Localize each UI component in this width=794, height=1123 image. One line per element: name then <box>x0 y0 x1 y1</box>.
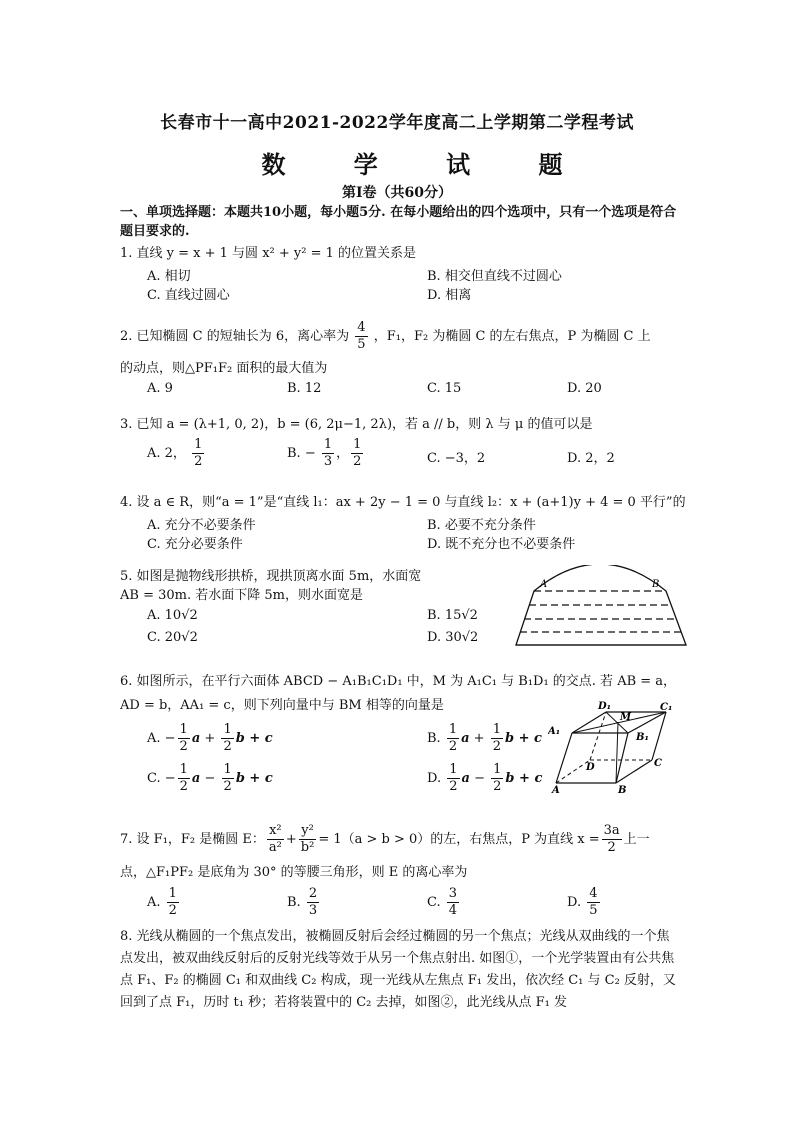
q7-y2: y² <box>299 823 317 840</box>
q3-b-den1: 3 <box>323 454 333 469</box>
q7-a-fraction <box>167 886 179 919</box>
q6-c-frac2 <box>222 762 234 795</box>
label-m: M <box>620 712 632 723</box>
q2-option-b: B. 12 <box>287 381 322 396</box>
label-c1: C₁ <box>660 702 673 713</box>
q7-b-label: B. <box>287 895 301 910</box>
q7-y-fraction <box>299 823 317 856</box>
q7-b-fraction <box>307 886 319 919</box>
q2-stem-part2: ，F₁，F₂ 为椭圆 C 的左右焦点，P 为椭圆 C 上 <box>373 329 651 344</box>
q6-d-frac1-den: 2 <box>449 779 458 794</box>
q3-b-num2: 1 <box>353 437 362 452</box>
q6-d-tail: b + c <box>505 771 543 786</box>
q3-b-fraction1 <box>322 437 334 470</box>
q7-stem-part2: = 1（a > b > 0）的左，右焦点，P 为直线 x = <box>318 832 600 847</box>
edge-aa1 <box>556 733 572 783</box>
q2-option-d: D. 20 <box>567 381 602 396</box>
q3-b-fraction2 <box>351 437 363 470</box>
q6-b-sign: B. <box>427 731 441 746</box>
q3-b-label: B. − <box>287 446 316 461</box>
q3-a-num: 1 <box>194 437 203 452</box>
q5-option-d: D. 30√2 <box>427 630 479 645</box>
q7-option-b <box>287 886 321 919</box>
q7-stem-part1: 7. 设 F₁，F₂ 是椭圆 E： <box>120 832 265 847</box>
q7-a-den: 2 <box>168 903 177 918</box>
q7-c-den: 4 <box>448 903 458 918</box>
edge-bc <box>616 760 652 783</box>
edge-dd1 <box>590 712 606 760</box>
label-b: B <box>618 785 627 795</box>
q7-x2: x² <box>267 823 284 840</box>
q2-stem-line1 <box>120 320 700 353</box>
q7-stem-line2: 点，△F₁PF₂ 是底角为 30° 的等腰三角形，则 E 的离心率为 <box>120 865 468 880</box>
q6-a-frac1 <box>178 722 190 755</box>
q6-a-frac1-num: 1 <box>179 722 188 737</box>
q6-d-frac1-num: 1 <box>449 762 458 777</box>
q1-option-a: A. 相切 <box>147 269 191 284</box>
q6-a-tail: b + c <box>235 731 273 746</box>
q2-frac-den: 5 <box>357 337 366 352</box>
q3-option-c: C. −3，2 <box>427 451 486 466</box>
q6-option-b: B. $\frac{1}{2}$ a + $\frac{1}{2}$ b + c <box>427 722 542 754</box>
q6-a-frac2-num: 1 <box>223 722 232 737</box>
volume-heading: 第I卷（共60分） <box>341 185 453 201</box>
q2-eccentricity-fraction <box>355 320 367 353</box>
parallelepiped-figure <box>548 700 683 795</box>
q7-d-num: 4 <box>589 886 598 901</box>
q6-d-frac2-num: 1 <box>493 762 502 777</box>
exam-title: 长春市十一高中2021-2022学年度高二上学期第二学程考试 <box>160 113 634 133</box>
q5-option-a: A. 10√2 <box>147 608 198 623</box>
q6-c-frac2-den: 2 <box>223 779 232 794</box>
q3-option-b: B. − $\frac{1}{3}$ ， $\frac{1}{2}$ <box>287 437 362 469</box>
q7-option-c <box>427 886 461 919</box>
q4-option-b: B. 必要不充分条件 <box>427 518 536 533</box>
q7-d-label: D. <box>567 895 582 910</box>
q6-c-tail: b + c <box>235 771 273 786</box>
q7-a2: a² <box>268 840 282 855</box>
q6-b-frac2-den: 2 <box>492 739 501 754</box>
q8-text: 8. 光线从椭圆的一个焦点发出，被椭圆反射后会经过椭圆的另一个焦点；光线从双曲线的一个焦点发出，被双曲线反射后的反射光线等效于从另一个焦点射出. 如图①，一个光学装置由有公共焦点 F₁、F₂ 的椭圆 C₁ 和双曲线 C₂ 构成，现一光线从左焦点 F₁ 发出，依次经 C₁ 与 C₂ 反射，又回到了点 F₁，历时 t₁ 秒；若将装置中的 C₂ 去掉，如图②，此光线从点 F₁ 发 <box>120 929 676 1010</box>
q6-b-frac1-den: 2 <box>448 739 458 754</box>
q2-stem-part1: 2. 已知椭圆 C 的短轴长为 6，离心率为 <box>120 329 350 344</box>
q6-c-frac1 <box>178 762 190 795</box>
q6-a-sign: A. − <box>147 731 176 746</box>
q5-option-c: C. 20√2 <box>147 630 198 645</box>
q6-option-c: C. − $\frac{1}{2}$ a − $\frac{1}{2}$ b + c <box>147 762 273 794</box>
q2-option-a: A. 9 <box>147 381 173 396</box>
q5-option-b: B. 15√2 <box>427 608 478 623</box>
q7-c-label: C. <box>427 895 441 910</box>
q1-option-b: B. 相交但直线不过圆心 <box>427 269 562 284</box>
label-b1: B₁ <box>636 732 649 743</box>
q6-stem-line1: 6. 如图所示，在平行六面体 ABCD − A₁B₁C₁D₁ 中，M 为 A₁C₁ 与 B₁D₁ 的交点. 若 AB = a， <box>120 674 677 689</box>
q6-b-frac1-num: 1 <box>448 722 458 737</box>
q3-b-num1: 1 <box>323 437 333 452</box>
label-a: A <box>552 785 560 795</box>
arch-bridge-figure <box>512 565 692 650</box>
edge-a1d1 <box>572 712 606 733</box>
q6-c-sign: C. − <box>147 771 176 786</box>
label-a1: A₁ <box>548 726 561 737</box>
q7-stem-line1: 7. 设 F₁，F₂ 是椭圆 E： $\frac{\text{x²}}{\text{a²}}$ + $\frac{\text{y²}}{\text{b²}}$ = 1（a > b > 0）的左，右焦点，P 为直线 x = $\frac{3a}{2}$ 上一 <box>120 823 650 855</box>
q7-a-label: A. <box>147 895 161 910</box>
fig-label-b: B <box>652 579 660 590</box>
q7-b2: b² <box>300 840 315 855</box>
q6-b-frac2 <box>491 722 503 755</box>
q7-option-a <box>147 886 181 919</box>
q6-d-frac1 <box>447 762 459 795</box>
fig-label-a: A <box>540 579 548 590</box>
q6-d-frac2 <box>491 762 503 795</box>
q2-stem-line2: 的动点，则△PF₁F₂ 面积的最大值为 <box>120 361 328 376</box>
q3-a-label: A. 2， <box>147 446 186 461</box>
q6-c-frac1-den: 2 <box>179 779 188 794</box>
q4-option-c: C. 充分必要条件 <box>147 537 243 552</box>
q6-a-frac1-den: 2 <box>179 739 188 754</box>
q6-b-frac1 <box>447 722 459 755</box>
label-d1: D₁ <box>598 701 612 712</box>
subject-title: 数 学 试 题 <box>261 150 593 179</box>
q7-x-num: 3a <box>603 823 620 838</box>
q6-stem-line2: AD = b，AA₁ = c，则下列向量中与 BM 相等的向量是 <box>120 698 444 713</box>
q3-stem: 3. 已知 a = (λ+1, 0, 2)，b = (6, 2μ−1, 2λ)，若 a // b，则 λ 与 μ 的值可以是 <box>120 417 593 432</box>
q6-c-frac1-num: 1 <box>179 762 188 777</box>
q1-option-c: C. 直线过圆心 <box>147 288 230 303</box>
q6-option-d: D. $\frac{1}{2}$ a − $\frac{1}{2}$ b + c <box>427 762 543 794</box>
q3-option-a <box>147 437 206 470</box>
q5-stem-line2: AB = 30m. 若水面下降 5m，则水面宽是 <box>120 588 363 603</box>
q1-stem: 1. 直线 y = x + 1 与圆 x² + y² = 1 的位置关系是 <box>120 246 417 261</box>
edge-ad <box>556 760 590 783</box>
q7-option-d <box>567 886 602 919</box>
q7-b-num: 2 <box>308 886 318 901</box>
q3-a-den: 2 <box>194 454 203 469</box>
q6-a-frac2 <box>221 722 233 755</box>
q3-b-den2: 2 <box>353 454 362 469</box>
q7-d-den: 5 <box>589 903 598 918</box>
q7-c-num: 3 <box>448 886 458 901</box>
q6-a-frac2-den: 2 <box>223 739 232 754</box>
q4-stem: 4. 设 a ∈ R，则“a = 1”是“直线 l₁：ax + 2y − 1 = 0 与直线 l₂：x + (a+1)y + 4 = 0 平行”的 <box>120 495 686 510</box>
q6-b-frac2-num: 1 <box>492 722 501 737</box>
q6-d-sign: D. <box>427 771 442 786</box>
diag-a1c1 <box>572 712 666 733</box>
q7-x-den: 2 <box>607 840 616 855</box>
q4-option-d: D. 既不充分也不必要条件 <box>427 537 576 552</box>
q6-b-tail: b + c <box>505 731 542 746</box>
q7-c-fraction <box>447 886 459 919</box>
q7-line-fraction <box>602 823 622 856</box>
q7-stem-part3: 上一 <box>623 832 650 847</box>
q7-d-fraction <box>587 886 599 919</box>
q3-a-fraction <box>192 437 204 470</box>
q1-option-d: D. 相离 <box>427 288 472 303</box>
q6-option-a: A. − $\frac{1}{2}$ a + $\frac{1}{2}$ b + c <box>147 722 273 754</box>
section-instructions: 一、单项选择题：本题共10小题，每小题5分. 在每小题给出的四个选项中，只有一个选项是符合题目要求的. <box>120 205 677 239</box>
label-d: D <box>586 762 595 773</box>
q7-x-fraction <box>267 823 284 856</box>
q6-d-frac2-den: 2 <box>493 779 502 794</box>
q2-option-c: C. 15 <box>427 381 462 396</box>
q6-c-frac2-num: 1 <box>223 762 232 777</box>
q7-a-num: 1 <box>168 886 177 901</box>
q7-b-den: 3 <box>308 903 318 918</box>
label-c: C <box>654 758 662 769</box>
q2-frac-num: 4 <box>357 320 366 335</box>
q5-stem-line1: 5. 如图是抛物线形拱桥，现拱顶离水面 5m，水面宽 <box>120 569 422 584</box>
q4-option-a: A. 充分不必要条件 <box>147 518 256 533</box>
q3-option-d: D. 2，2 <box>567 451 615 466</box>
